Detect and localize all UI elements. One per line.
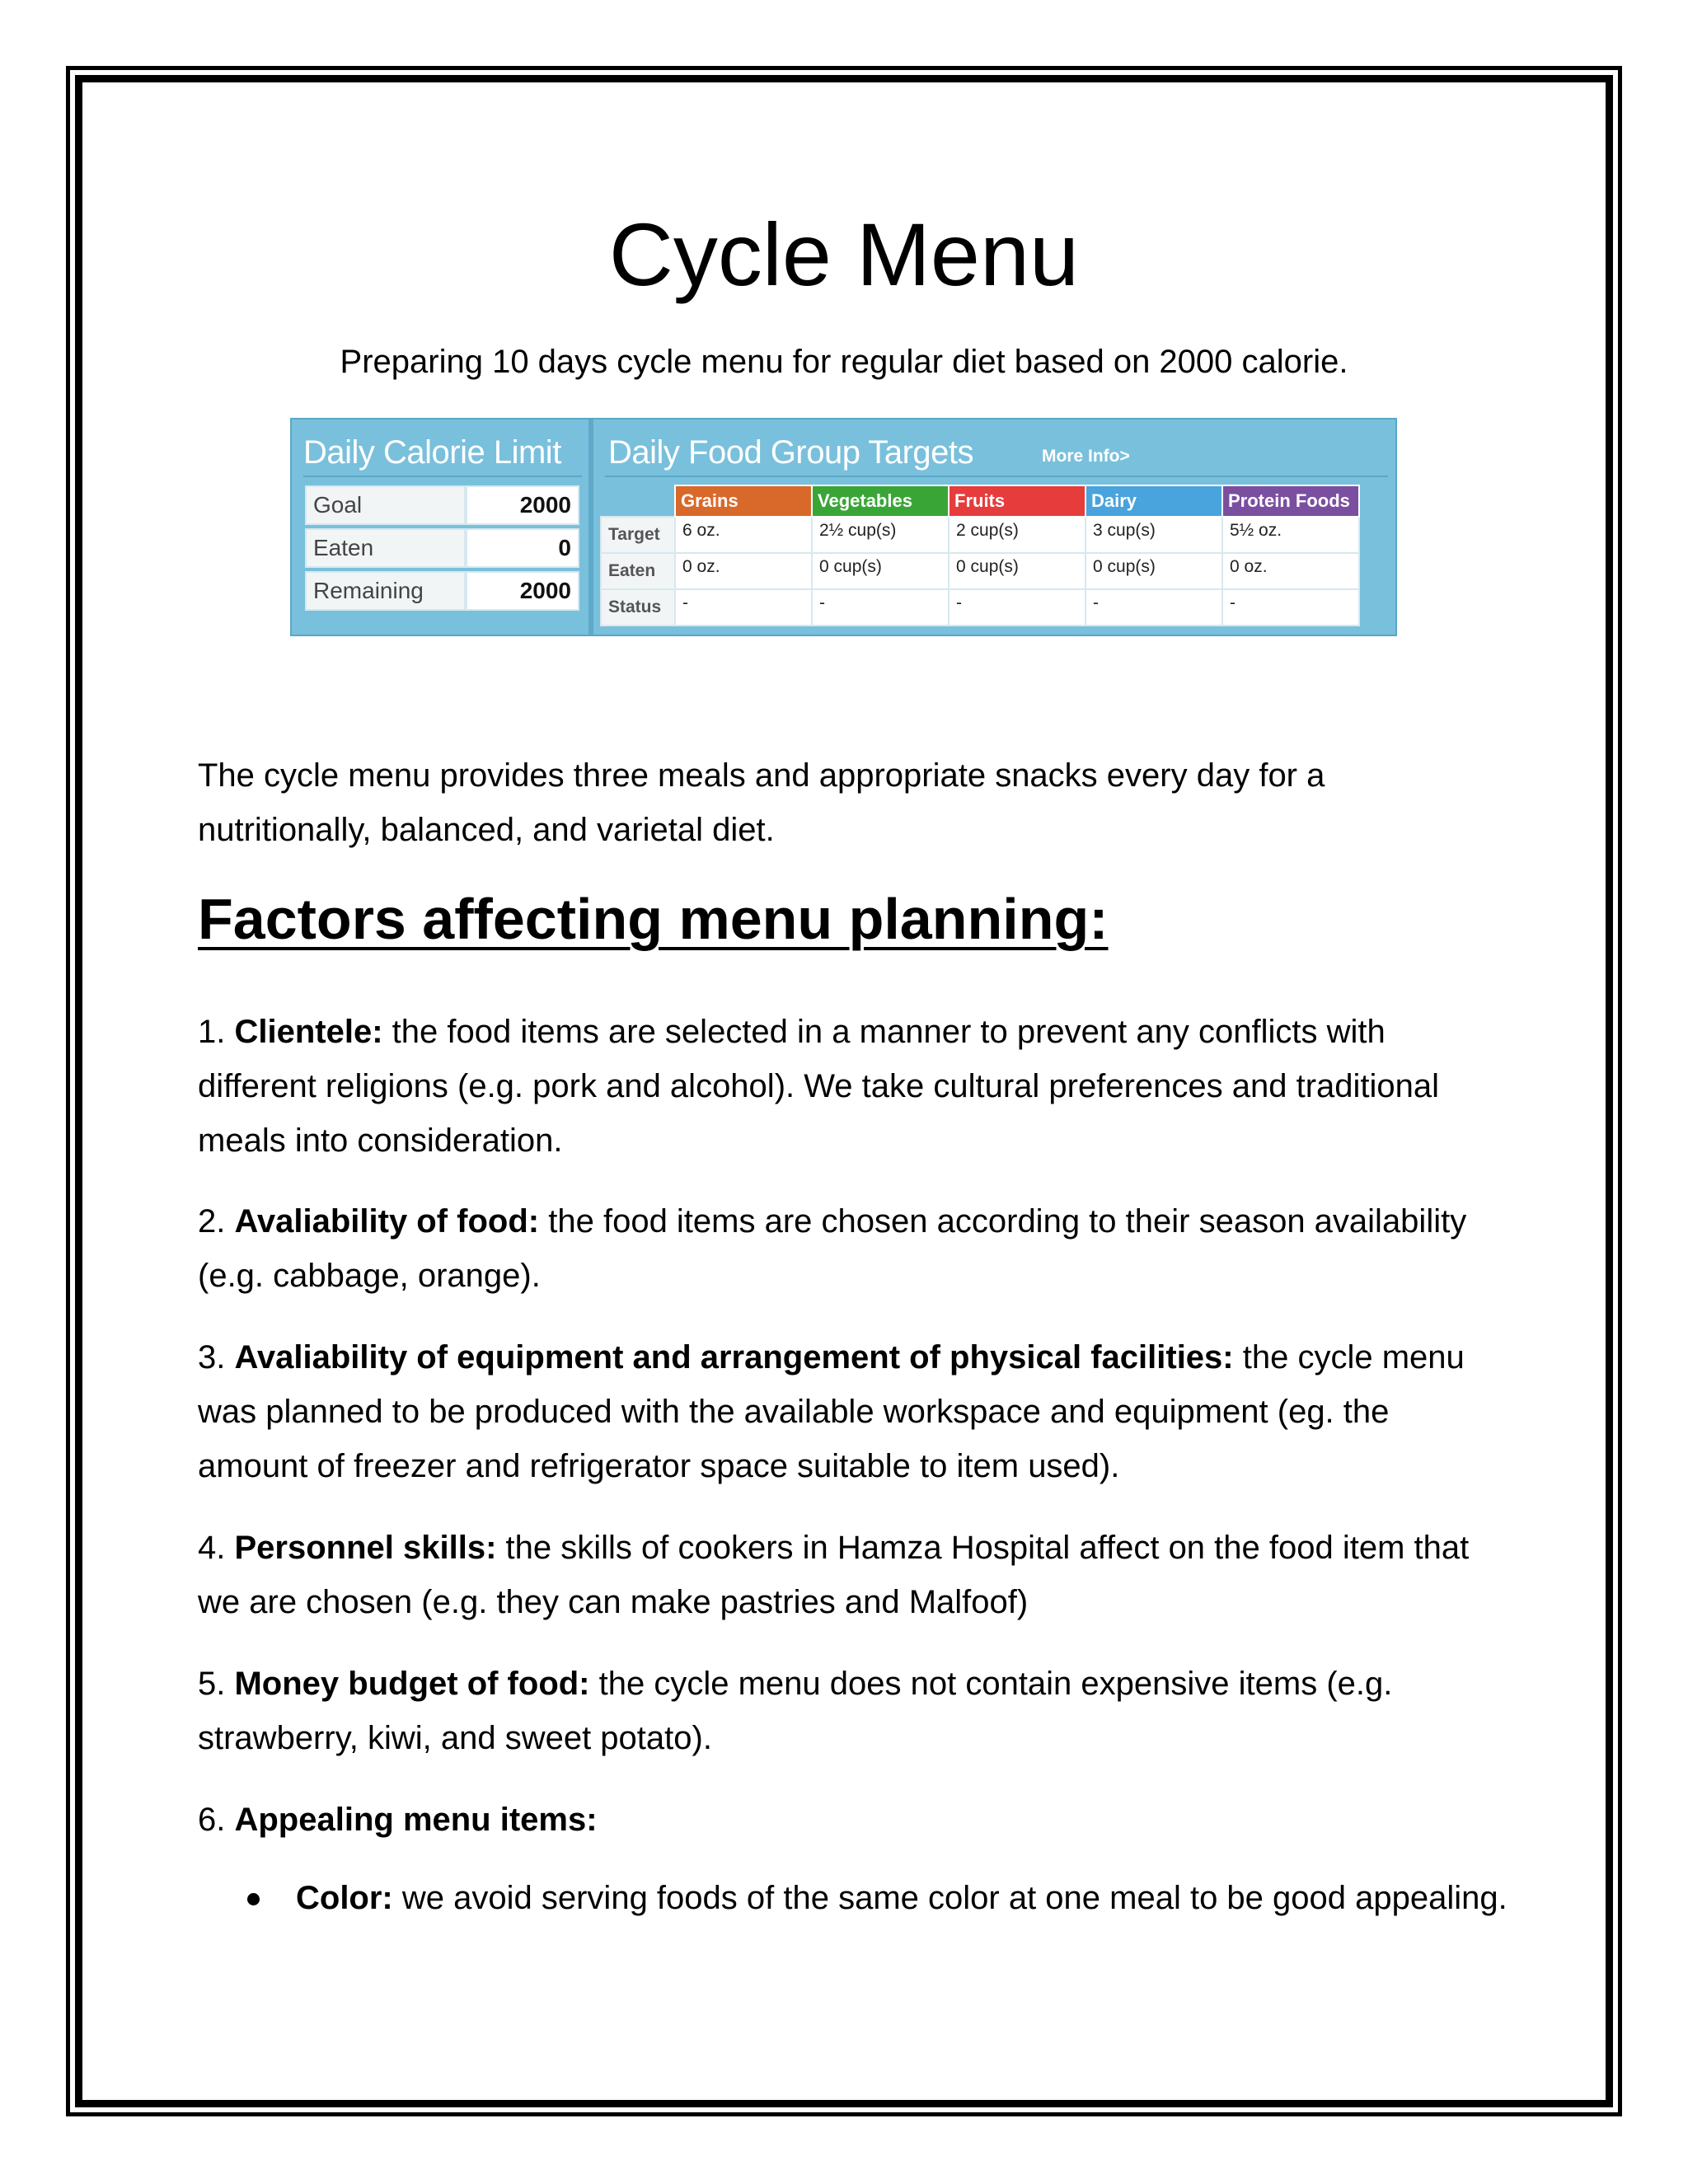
- column-header-dairy: Dairy: [1085, 485, 1222, 517]
- factor-number: 5.: [198, 1666, 235, 1702]
- factor-term: Clientele:: [234, 1014, 383, 1050]
- table-cell: -: [949, 589, 1085, 626]
- row-label: Target: [601, 517, 675, 553]
- nutrition-widget: [290, 418, 1397, 636]
- table-row: [305, 528, 579, 568]
- table-cell: -: [1085, 589, 1222, 626]
- table-row: [601, 589, 1359, 626]
- calorie-label: Eaten: [305, 528, 466, 568]
- factor-text: the food items are chosen according to their season availability (e.g. cabbage, orange).: [198, 1203, 1467, 1294]
- table-cell: 6 oz.: [675, 517, 812, 553]
- food-group-table: [600, 485, 1360, 626]
- factor-item: [198, 1657, 1500, 1765]
- table-cell: 5½ oz.: [1222, 517, 1359, 553]
- table-cell: 0 oz.: [1222, 553, 1359, 589]
- calorie-value: 0: [466, 528, 579, 568]
- factor-term: Appealing menu items:: [234, 1802, 598, 1838]
- calorie-label: Remaining: [305, 571, 466, 611]
- table-row: [305, 571, 579, 611]
- factor-term: Avaliability of equipment and arrangement of physical facilities:: [234, 1339, 1234, 1376]
- calorie-table: [305, 482, 579, 614]
- table-row: [305, 485, 579, 525]
- calorie-panel-divider: [303, 476, 582, 477]
- factor-number: 3.: [198, 1339, 235, 1376]
- page-title: Cycle Menu: [608, 204, 1080, 304]
- table-cell: 0 oz.: [675, 553, 812, 589]
- table-header-row: [601, 485, 1359, 517]
- factor-term: Money budget of food:: [234, 1666, 590, 1702]
- bullet-text: we avoid serving foods of the same color at one meal to be good appealing.: [392, 1880, 1507, 1916]
- column-header-grains: Grains: [675, 485, 812, 517]
- intro-paragraph: The cycle menu provides three meals and appropriate snacks every day for a nutritionally, balanced, and varietal diet.: [198, 757, 1325, 848]
- bullet-item: [296, 1871, 1516, 1925]
- column-header-protein-foods: Protein Foods: [1222, 485, 1359, 517]
- table-cell: -: [675, 589, 812, 626]
- table-cell: 0 cup(s): [1085, 553, 1222, 589]
- factor-item: [198, 1005, 1500, 1168]
- calorie-panel-title: Daily Calorie Limit: [303, 434, 561, 471]
- row-label: Status: [601, 589, 675, 626]
- food-group-panel: [593, 419, 1395, 635]
- table-cell: 2 cup(s): [949, 517, 1085, 553]
- calorie-panel: [292, 419, 593, 635]
- food-group-panel-divider: [605, 476, 1388, 477]
- table-cell: 2½ cup(s): [812, 517, 949, 553]
- factor-item: [198, 1793, 1500, 1847]
- table-cell: 0 cup(s): [812, 553, 949, 589]
- page-subtitle: Preparing 10 days cycle menu for regular diet based on 2000 calorie.: [340, 344, 1348, 380]
- factor-term: Personnel skills:: [234, 1530, 497, 1566]
- header-spacer: [601, 485, 675, 517]
- bullet-term: Color:: [296, 1880, 393, 1916]
- factor-item: [198, 1330, 1500, 1493]
- factor-item: [198, 1521, 1500, 1629]
- calorie-label: Goal: [305, 485, 466, 525]
- bullet-icon: [247, 1893, 260, 1905]
- factor-number: 6.: [198, 1802, 235, 1838]
- column-header-fruits: Fruits: [949, 485, 1085, 517]
- table-row: [601, 517, 1359, 553]
- factor-text: the cycle menu was planned to be produced with the available workspace and equipment (eg. the amount of freezer and refrigerator space suitable to item used).: [198, 1339, 1465, 1484]
- more-info-link[interactable]: More Info>: [1042, 447, 1130, 466]
- factor-number: 4.: [198, 1530, 235, 1566]
- food-group-panel-title: Daily Food Group Targets: [608, 434, 974, 471]
- section-heading: Factors affecting menu planning:: [198, 887, 1109, 951]
- factor-number: 2.: [198, 1203, 235, 1240]
- factor-text: the food items are selected in a manner to prevent any conflicts with different religions (e.g. pork and alcohol). We take cultural preferences and traditional meals into consideration.: [198, 1014, 1440, 1159]
- factor-term: Avaliability of food:: [234, 1203, 540, 1240]
- table-cell: -: [812, 589, 949, 626]
- row-label: Eaten: [601, 553, 675, 589]
- table-cell: -: [1222, 589, 1359, 626]
- table-cell: 3 cup(s): [1085, 517, 1222, 553]
- factor-number: 1.: [198, 1014, 235, 1050]
- factor-text: the cycle menu does not contain expensive items (e.g. strawberry, kiwi, and sweet potato).: [198, 1666, 1393, 1756]
- calorie-value: 2000: [466, 571, 579, 611]
- column-header-vegetables: Vegetables: [812, 485, 949, 517]
- table-row: [601, 553, 1359, 589]
- factor-item: [198, 1194, 1500, 1303]
- factor-text: the skills of cookers in Hamza Hospital affect on the food item that we are chosen (e.g. they can make pastries and Malfoof): [198, 1530, 1470, 1620]
- table-cell: 0 cup(s): [949, 553, 1085, 589]
- calorie-value: 2000: [466, 485, 579, 525]
